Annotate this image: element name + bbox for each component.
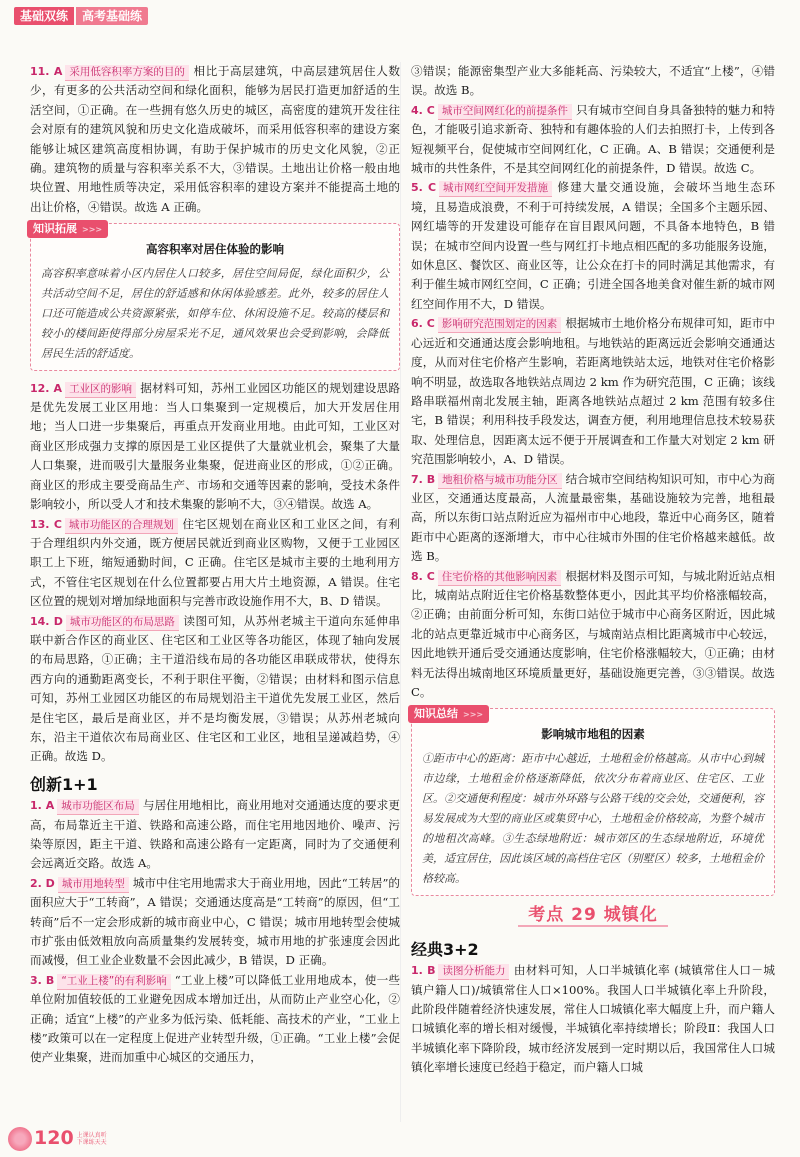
column-divider — [400, 62, 401, 1122]
knowledge-tag: 影响研究范围划定的因素 — [438, 317, 562, 333]
footer-note: 上课认真听 下课练天天 — [76, 1132, 107, 1146]
answer-entry — [411, 314, 775, 469]
answer-number: 6. C — [411, 317, 435, 331]
subsection-tag: 高考基础练 — [76, 7, 148, 25]
knowledge-tag: 城市空间网红化的前提条件 — [438, 104, 572, 120]
answer-text: “工业上楼”可以降低工业用地成本，使一些单位附加值较低的工业避免因成本增加迁出，从而防止产业空心化，②正确；适宜“上楼”的产业多为低污染、低耗能、高技术的产业，“工业上楼”政策可以在一定程度上促进产业转型升级，①正确。“工业上楼”会促使产业集聚，进而加重中心城区的交通压力， — [30, 972, 401, 1065]
box-title: 影响城市地租的因素 — [541, 727, 645, 742]
box-title: 高容积率对居住体验的影响 — [146, 242, 284, 257]
knowledge-tag: 城市用地转型 — [58, 877, 129, 893]
box-body: ①距市中心的距离：距市中心越近，土地租金价格越高。从市中心到城市边缘，土地租金价格逐渐降低，依次分布着商业区、住宅区、工业区。②交通便利程度：城市外环路与公路干线的交会处，交通便利，容易发展成为大型的商业区或集贸中心，土地租金价格较高，为整个城市的地租次高峰。③生态绿地附近：城市郊区的生态绿地附近，环境优美，适宜居住，因此该区域的高档住宅区（别墅区）较多，土地租金价格较高。 — [422, 751, 764, 885]
answer-number: 7. B — [411, 472, 436, 486]
knowledge-tag: 城市功能区的布局思路 — [66, 615, 179, 631]
answer-text: 修建大量交通设施，会破坏当地生态环境，且易造成浪费，不利于可持续发展，A 错误；全国多个主题乐园、网红墙等的开发建设可能存在盲目跟风问题，不具备本地特色，B 错误；在城市空间内设置一些与网红打卡地点相匹配的多功能服务设施，如休息区、餐饮区、商业区等，让公众在打卡的同时满足其他需求，有利于催生城市网红空间，C 正确；引进全国各地美食对催生新的城市网红空间作用不大，D 错误。 — [411, 180, 775, 311]
knowledge-tag: 采用低容积率方案的目的 — [65, 65, 189, 81]
answer-entry — [411, 178, 775, 314]
left-column — [30, 62, 400, 1068]
knowledge-tag: 地租价格与城市功能分区 — [438, 473, 562, 489]
answer-text: 相比于高层建筑，中高层建筑居住人数少，有更多的公共活动空间和绿化面积，能够为居民打造更加舒适的生活空间，①正确。在一些拥有悠久历史的城区，高密度的建筑开发往往会对原有的建筑风貌和历史文化造成破坏，而采用低容积率的建设方案能够让城区建筑高度相协调，有助于保护城市的历史文化风貌，②正确。建筑物的质量与容积率关系不大，③错误。土地出让价格一般由地块位置、用地性质等决定，采用低容积率的建设方案并不能提高土地的出让价格，④错误。故选 A 正确。 — [30, 64, 400, 214]
answer-text: 结合城市空间结构知识可知，市中心为商业区，交通通达度最高，人流量最密集，基础设施较为完善，地租最高，所以东街口站点附近应为福州市中心地段，靠近中心商务区，随着距市中心距离的逐渐增大，市中心往城市外围的住宅价格越来越低。故选 B。 — [411, 471, 775, 564]
knowledge-tag: 城市功能区的合理规划 — [65, 518, 178, 534]
answer-number: 1. B — [411, 964, 436, 978]
answer-text: 由材料可知，人口半城镇化率 (城镇常住人口－城镇户籍人口)/城镇常住人口×100%。我国人口半城镇化率上升阶段，此阶段伴随着经济快速发展，常住人口城镇化率大幅度上升，而户籍人口城镇化率的增长相对缓慢，半城镇化率持续增长；阶段Ⅱ：我国人口半城镇化率下降阶段，城市经济发展到一定时期以后，我国常住人口城镇化率增长速度已经趋于稳定，而户籍人口城 — [411, 963, 776, 1075]
answer-number: 11. A — [30, 65, 63, 78]
box-tag: 知识拓展 >>> — [27, 220, 108, 238]
answer-text: 城市中住宅用地需求大于商业用地，因此“工转居”的面积应大于“工转商”，A 错误；交通通达度高是“工转商”的原因，但“工转商”后不一定会形成新的城市商业中心，C 错误；城市用地转型会使城市扩张由低效粗放向高质量集约发展转变，城市用地的扩张速度会因此而减慢，但工业企业数量不会因此减少，B 错误，D 正确。 — [30, 875, 401, 968]
answer-entry — [30, 515, 400, 612]
answer-number: 8. C — [411, 569, 435, 583]
page-footer — [8, 1127, 107, 1151]
answer-text: 与居住用地相比，商业用地对交通通达度的要求更高，布局靠近主干道、铁路和高速公路，而住宅用地因地价、噪声、污染等原因，距主干道、铁路和高速公路有一定距离，同时为了交通便利会远离近交路。故选 A。 — [30, 798, 400, 871]
section-heading: 创新1+1 — [30, 774, 98, 794]
answer-number: 1. A — [30, 799, 55, 813]
box-tag: 知识总结 >>> — [408, 705, 489, 723]
answer-number: 2. D — [30, 876, 55, 890]
knowledge-tag: 住宅价格的其他影响因素 — [438, 570, 562, 586]
answer-entry — [30, 874, 400, 971]
answer-text: 根据城市土地价格分布规律可知，距市中心远近和交通通达度会影响地租。与地铁站的距离远近会影响交通通达度，从而对住宅价格产生影响，若距离地铁站太远，地铁对住宅价格影响不明显，故选取各地铁站点周边 2 km 作为研究范围，C 正确；该线路串联福州南北发展主轴，距离各地铁站点超过 2 km 范围有较多住宅，B 错误；利用科技手段发达，调查方便，利用地理信息技术较易获取、处理信息，因距离太远不便于开展调查和工作量大对划定 2 km 研究范围影响较小，A、D 错误。 — [411, 316, 775, 467]
knowledge-tag: 读图分析能力 — [438, 964, 509, 980]
answer-text: 住宅区规划在商业区和工业区之间，有利于合理组织内外交通，既方便居民就近到商业区购物，又便于工业园区职工上下班，缩短通勤时间，C 正确。住宅区是城市主要的土地利用方式，不管住宅区规划在什么位置都要占用大片土地资源，A 错误。住宅区位置的规划对增加绿地面积与完善市政设施作用不大，B、D 错误。 — [30, 516, 400, 609]
answer-entry — [30, 796, 400, 874]
flower-icon — [8, 1127, 32, 1151]
answer-text: ③错误；能源密集型产业大多能耗高、污染较大，不适宜“上楼”，④错误。故选 B。 — [411, 64, 775, 98]
answer-entry — [411, 470, 775, 567]
knowledge-summary-box — [411, 708, 775, 895]
answer-entry — [411, 62, 775, 101]
page-header — [14, 6, 148, 26]
answer-entry — [30, 612, 400, 767]
section-heading: 经典3+2 — [411, 939, 479, 959]
answer-entry — [30, 379, 400, 515]
section-tag: 基础双练 — [14, 7, 74, 25]
answer-entry — [411, 961, 775, 1077]
answer-entry — [30, 971, 400, 1068]
page-number: 120 — [34, 1127, 74, 1150]
knowledge-tag: 工业区的影响 — [65, 382, 136, 398]
knowledge-tag: 城市网红空间开发措施 — [439, 181, 552, 197]
topic-heading: 考点 29 城镇化 — [411, 906, 775, 932]
knowledge-tag: “工业上楼”的有利影响 — [57, 974, 170, 990]
box-body: 高容积率意味着小区内居住人口较多，居住空间局促，绿化面积少，公共活动空间不足，居住的舒适感和休闲体验感差。此外，较多的居住人口还可能造成公共资源紧张，如停车位、休闲设施不足。较高的楼层和较小的楼间距使得部分房屋采光不足，通风效果也会受到影响，会降低居民生活的舒适度。 — [41, 266, 389, 360]
answer-number: 3. B — [30, 973, 55, 987]
answer-number: 13. C — [30, 517, 62, 531]
answer-text: 根据材料及图示可知，与城北附近站点相比，城南站点附近住宅价格基数整体更小，因此其平均价格涨幅较高，②正确；由前面分析可知，东街口站位于城市中心商务区附近，因此城北的站点更靠近城市中心商务区，与城南站点相比距离城市中心较远，因此地铁开通后受交通通达度影响，住宅价格涨幅较大，①正确；由材料无法得出城南地区环境质量更好，基础设施更完善，③③错误。故选 C。 — [411, 568, 775, 699]
knowledge-tag: 城市功能区布局 — [57, 799, 139, 815]
answer-number: 4. C — [411, 103, 435, 117]
answer-number: 14. D — [30, 614, 63, 628]
answer-text: 读图可知，从苏州老城主干道向东延伸串联中新合作区的商业区、住宅区和工业区等各功能区，体现了轴向发展的布局思路，①正确；主干道沿线布局的各功能区串联成带状，使得东西方向的通勤距离变长，不利于职住平衡，②错误；由材料和图示信息可知，苏州工业园区功能区的布局规划沿主干道优先发展工业区，然后是住宅区，最后是商业区，并不是均衡发展，③错误；从苏州老城向东，沿主干道依次布局商业区、住宅区和工业区，地租呈递减趋势，④正确。故选 D。 — [30, 613, 400, 764]
answer-entry — [411, 567, 775, 703]
answer-text: 据材料可知，苏州工业园区功能区的规划建设思路是优先发展工业区用地：当人口集聚到一定规模后，加大开发居住用地；当人口进一步集聚后，再重点开发商业用地。由此可知，工业区对商业区形成强力支撑的原因是工业区提供了大量就业机会，聚集了大量人口集聚，进而吸引大量服务业集聚，促进商业区的形成，①②正确。商业区的形成主要受商品生产、市场和交通等因素的影响，受技术条件影响较小，所以受人才和技术集聚的影响不大，③④错误。故选 A。 — [30, 380, 400, 512]
right-column — [411, 62, 775, 1078]
answer-entry — [411, 101, 775, 179]
answer-number: 5. C — [411, 181, 437, 195]
answer-number: 12. A — [30, 381, 63, 395]
answer-text: 只有城市空间自身具备独特的魅力和特色，才能吸引追求新奇、独特和有趣体验的人们去拍照打卡，上传到各短视频平台，促使城市空间网红化，C 正确。A、B 错误；交通便利是城市的共性条件，不是其空间网红化的前提条件，D 错误。故选 C。 — [411, 102, 775, 176]
answer-entry — [30, 62, 400, 217]
knowledge-extension-box — [30, 223, 400, 370]
